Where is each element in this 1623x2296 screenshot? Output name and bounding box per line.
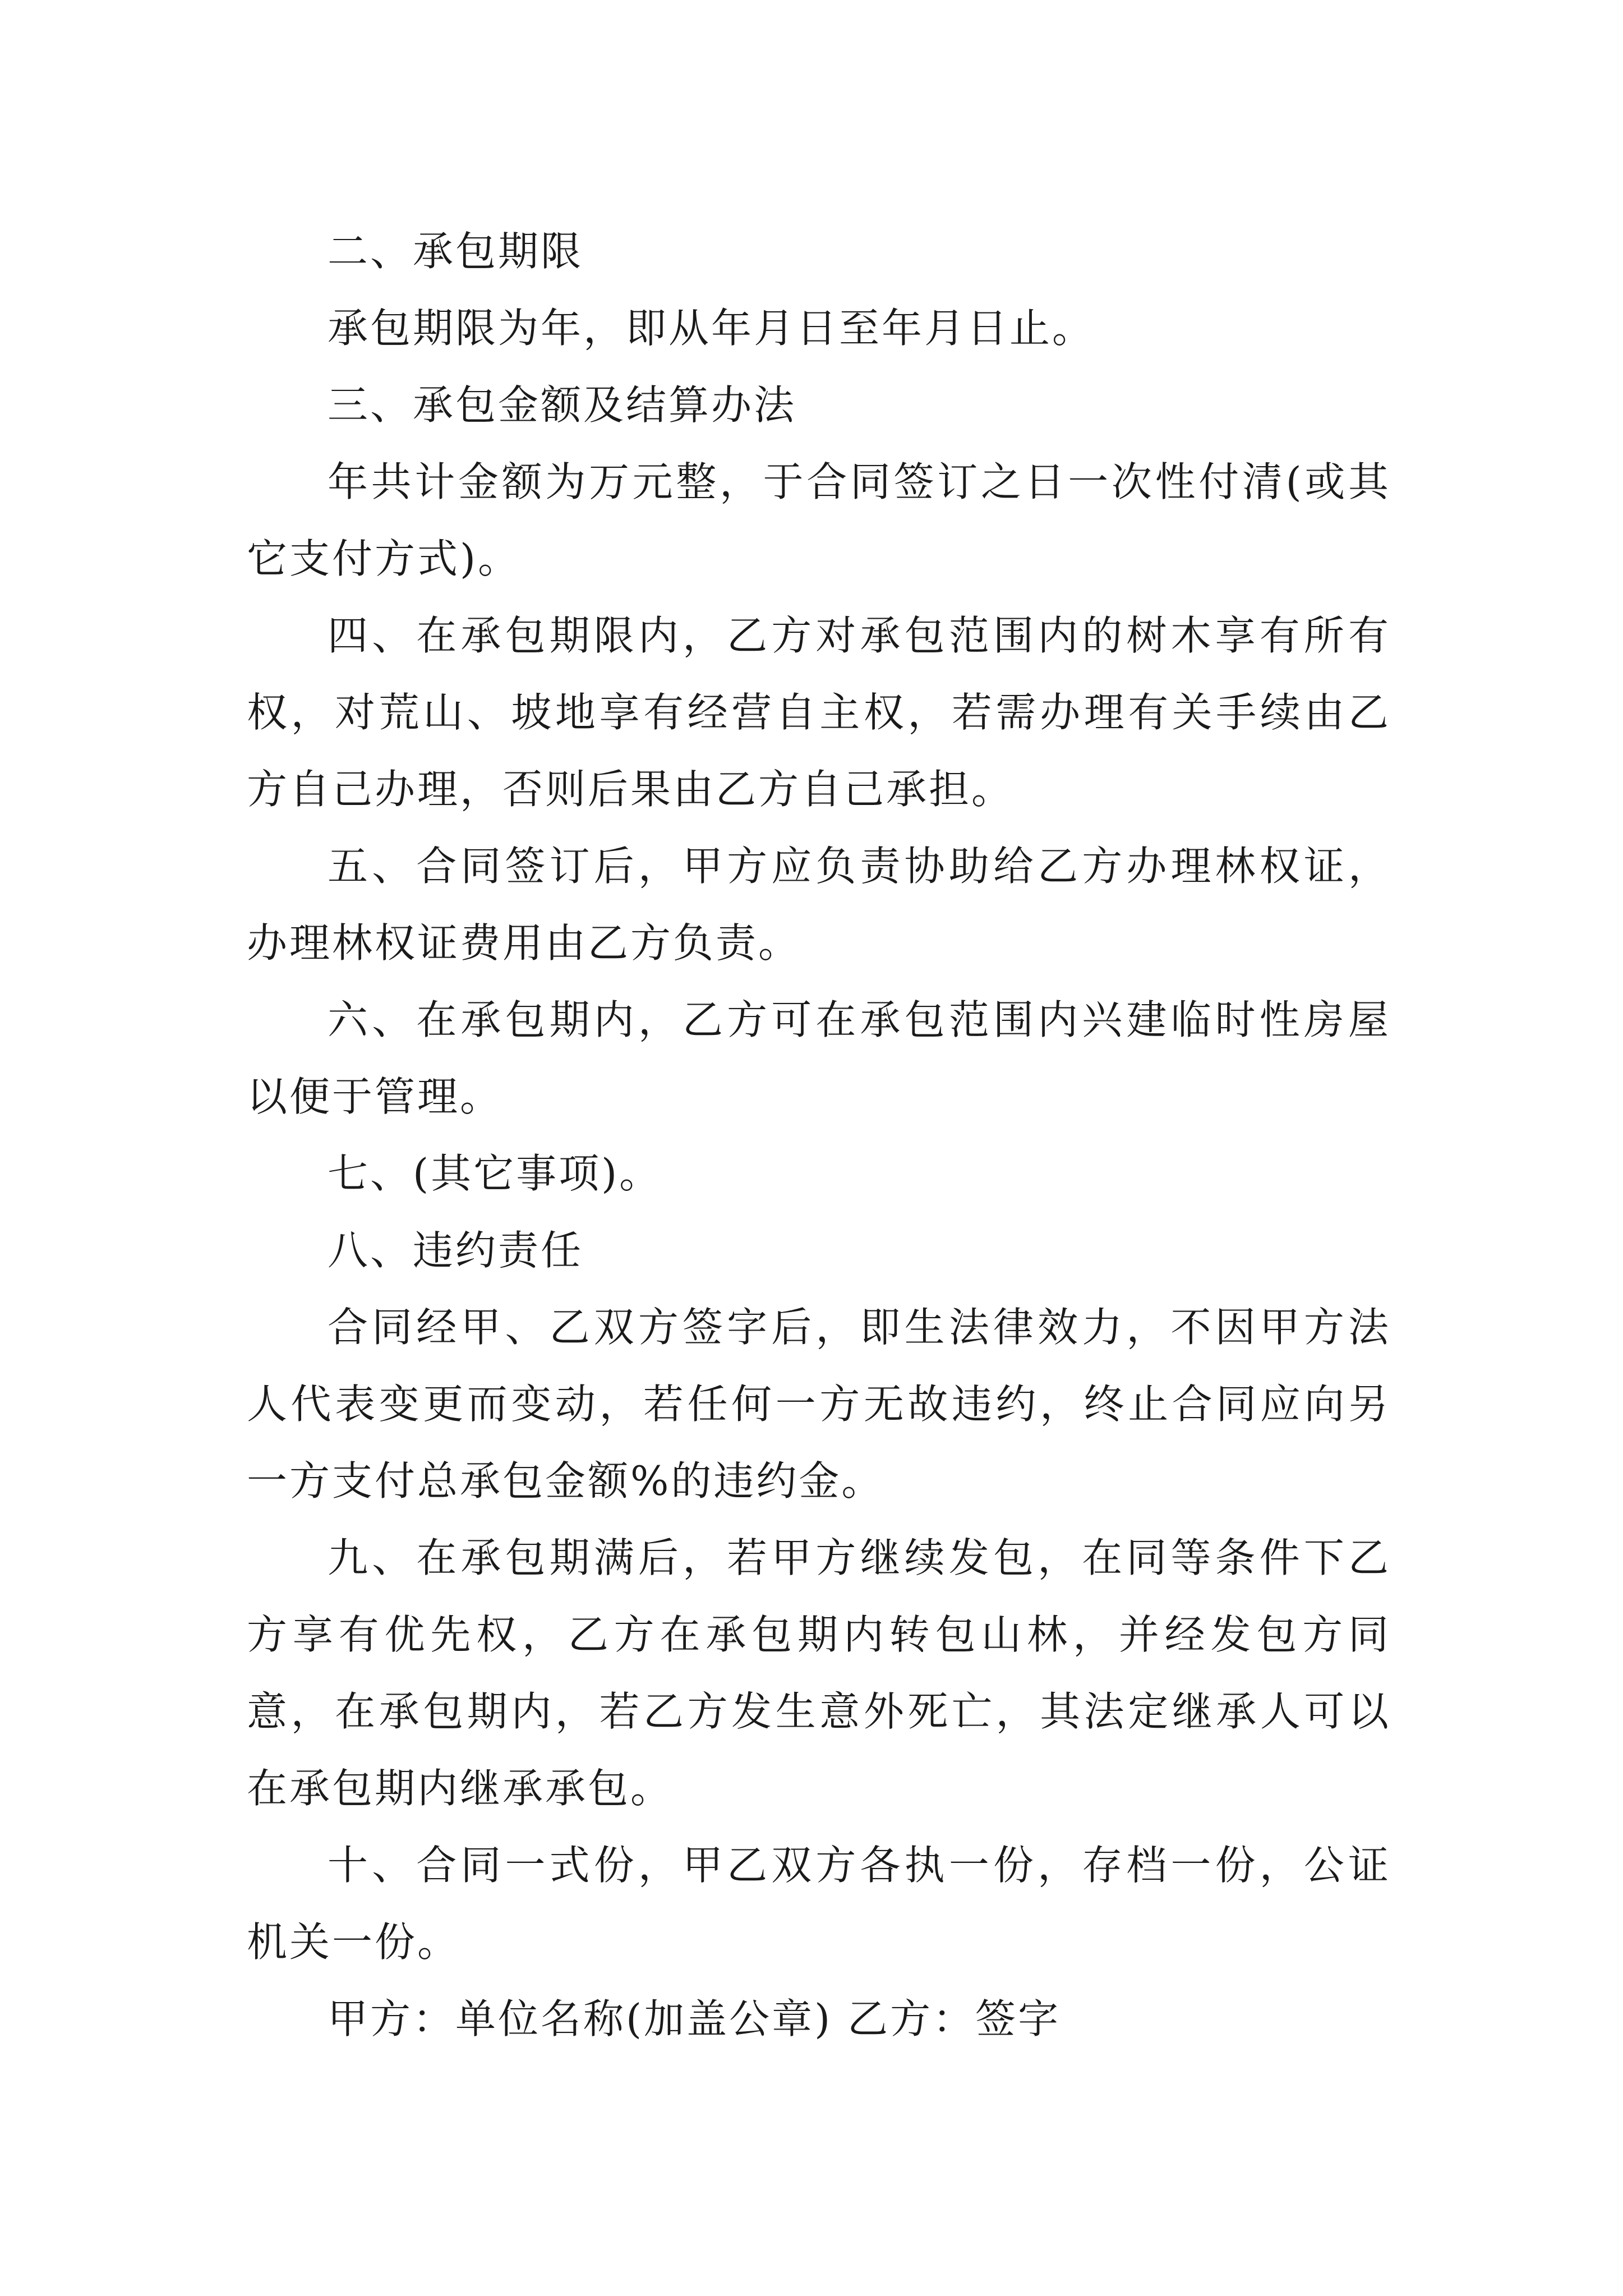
signature-line: 甲方：单位名称(加盖公章) 乙方：签字 — [328, 1995, 1061, 2042]
clause-five: 五、合同签订后，甲方应负责协助给乙方办理林权证，办理林权证费用由乙方负责。 — [247, 843, 1391, 967]
section-liability-heading: 八、违约责任 — [328, 1227, 584, 1274]
section-term-heading: 二、承包期限 — [328, 228, 584, 275]
clause-four: 四、在承包期限内，乙方对承包范围内的树木享有所有权，对荒山、坡地享有经营自主权，若需办理有关手续由乙方自己办理，否则后果由乙方自己承担。 — [247, 612, 1391, 813]
liability-paragraph: 合同经甲、乙双方签字后，即生法律效力，不因甲方法人代表变更而变动，若任何一方无故违约，终止合同应向另一方支付总承包金额%的违约金。 — [247, 1304, 1391, 1504]
clause-seven: 七、(其它事项)。 — [328, 1150, 662, 1197]
clause-ten: 十、合同一式份，甲乙双方各执一份，存档一份，公证机关一份。 — [247, 1842, 1391, 1966]
amount-paragraph: 年共计金额为万元整，于合同签订之日一次性付清(或其它支付方式)。 — [247, 458, 1391, 582]
clause-six: 六、在承包期内，乙方可在承包范围内兴建临时性房屋以便于管理。 — [247, 996, 1391, 1120]
term-paragraph: 承包期限为年，即从年月日至年月日止。 — [328, 305, 1095, 352]
contract-body — [247, 213, 1391, 2058]
section-amount-heading: 三、承包金额及结算办法 — [328, 381, 797, 429]
clause-nine: 九、在承包期满后，若甲方继续发包，在同等条件下乙方享有优先权，乙方在承包期内转包山林，并经发包方同意，在承包期内，若乙方发生意外死亡，其法定继承人可以在承包期内继承承包。 — [247, 1534, 1391, 1812]
